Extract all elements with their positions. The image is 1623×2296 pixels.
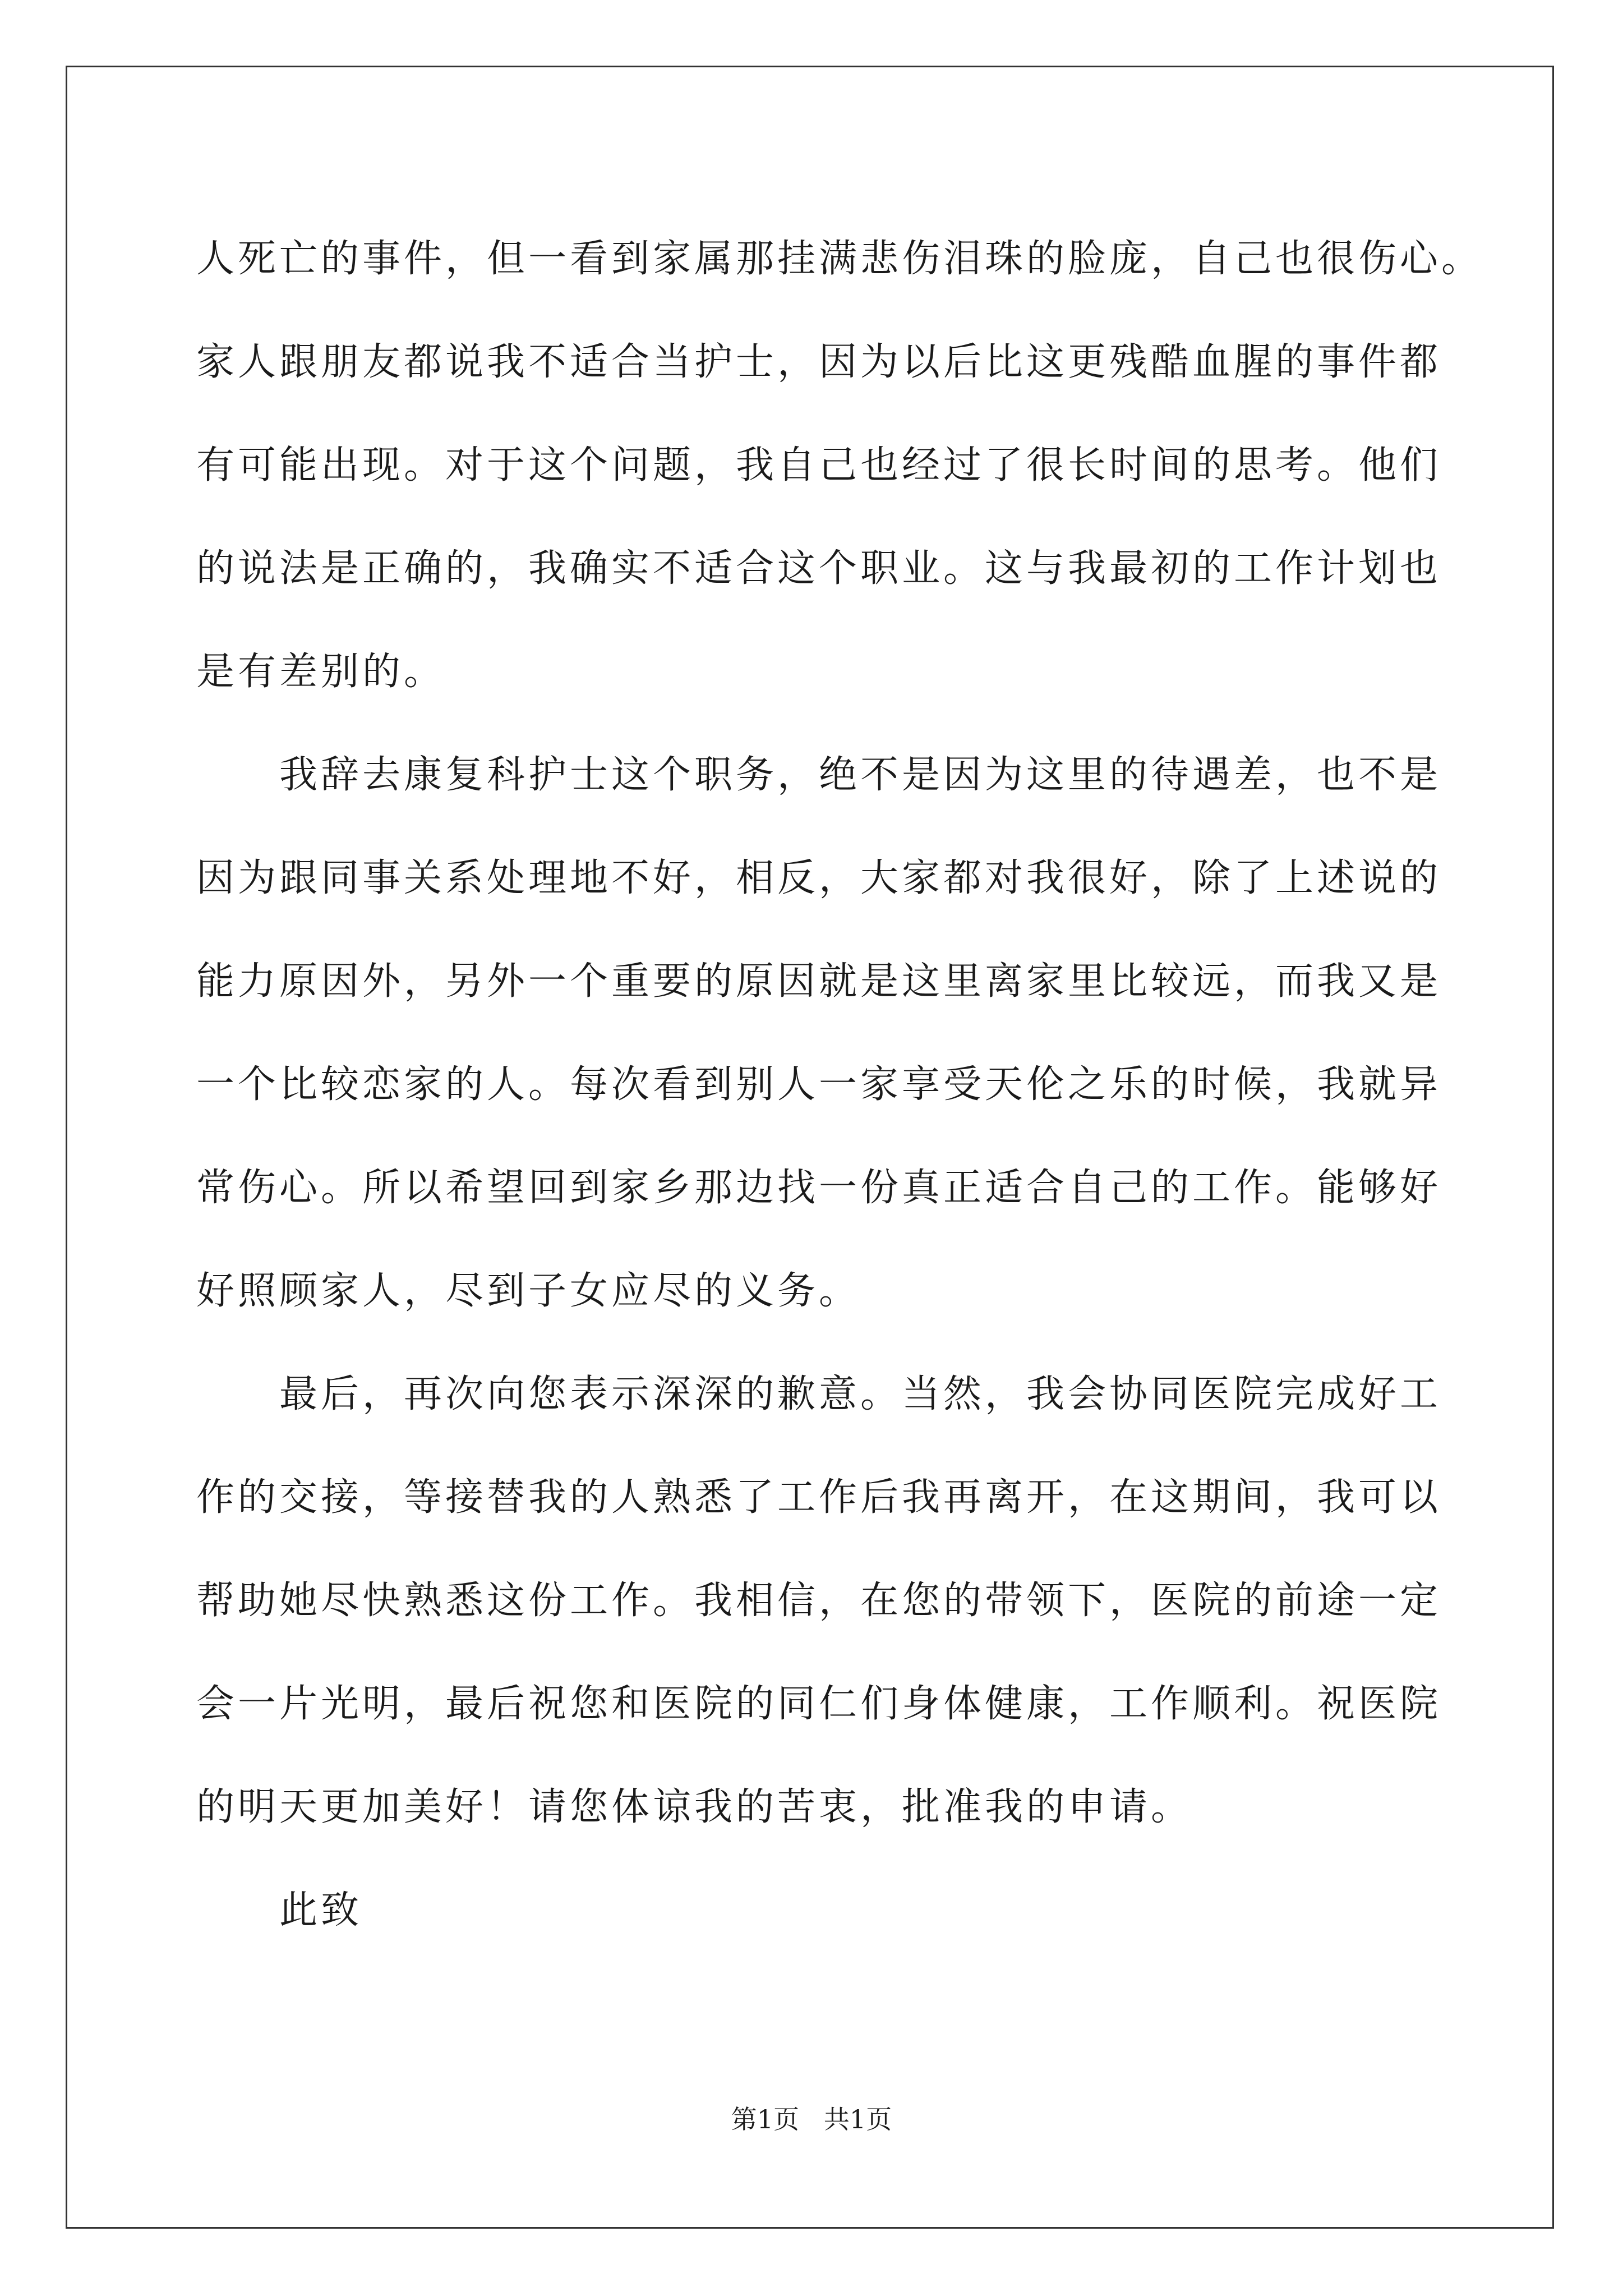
text-line: 有可能出现。对于这个问题，我自己也经过了很长时间的思考。他们 <box>196 443 1442 487</box>
text-line: 好照顾家人，尽到子女应尽的义务。 <box>196 1269 861 1313</box>
text-line: 的明天更加美好！请您体谅我的苦衷，批准我的申请。 <box>196 1785 1193 1829</box>
text-line: 的说法是正确的，我确实不适合这个职业。这与我最初的工作计划也 <box>196 546 1442 591</box>
document-body <box>196 208 1483 1962</box>
text-line: 能力原因外，另外一个重要的原因就是这里离家里比较远，而我又是 <box>196 959 1442 1004</box>
text-line: 作的交接，等接替我的人熟悉了工作后我再离开，在这期间，我可以 <box>196 1475 1442 1520</box>
text-line: 一个比较恋家的人。每次看到别人一家享受天伦之乐的时候，我就异 <box>196 1062 1442 1107</box>
text-line: 我辞去康复科护士这个职务，绝不是因为这里的待遇差，也不是 <box>279 753 1442 797</box>
text-line: 是有差别的。 <box>196 650 446 694</box>
closing-salutation: 此致 <box>279 1888 363 1932</box>
text-line: 帮助她尽快熟悉这份工作。我相信，在您的带领下，医院的前途一定 <box>196 1579 1442 1623</box>
text-line: 常伤心。所以希望回到家乡那边找一份真正适合自己的工作。能够好 <box>196 1166 1442 1210</box>
text-line: 会一片光明，最后祝您和医院的同仁们身体健康，工作顺利。祝医院 <box>196 1682 1442 1726</box>
text-line: 人死亡的事件，但一看到家属那挂满悲伤泪珠的脸庞，自己也很伤心。 <box>196 237 1483 281</box>
text-line: 最后，再次向您表示深深的歉意。当然，我会协同医院完成好工 <box>279 1372 1442 1416</box>
page-number-footer: 第1页 共1页 <box>731 2104 892 2134</box>
text-line: 家人跟朋友都说我不适合当护士，因为以后比这更残酷血腥的事件都 <box>196 340 1442 384</box>
text-line: 因为跟同事关系处理地不好，相反，大家都对我很好，除了上述说的 <box>196 856 1442 900</box>
